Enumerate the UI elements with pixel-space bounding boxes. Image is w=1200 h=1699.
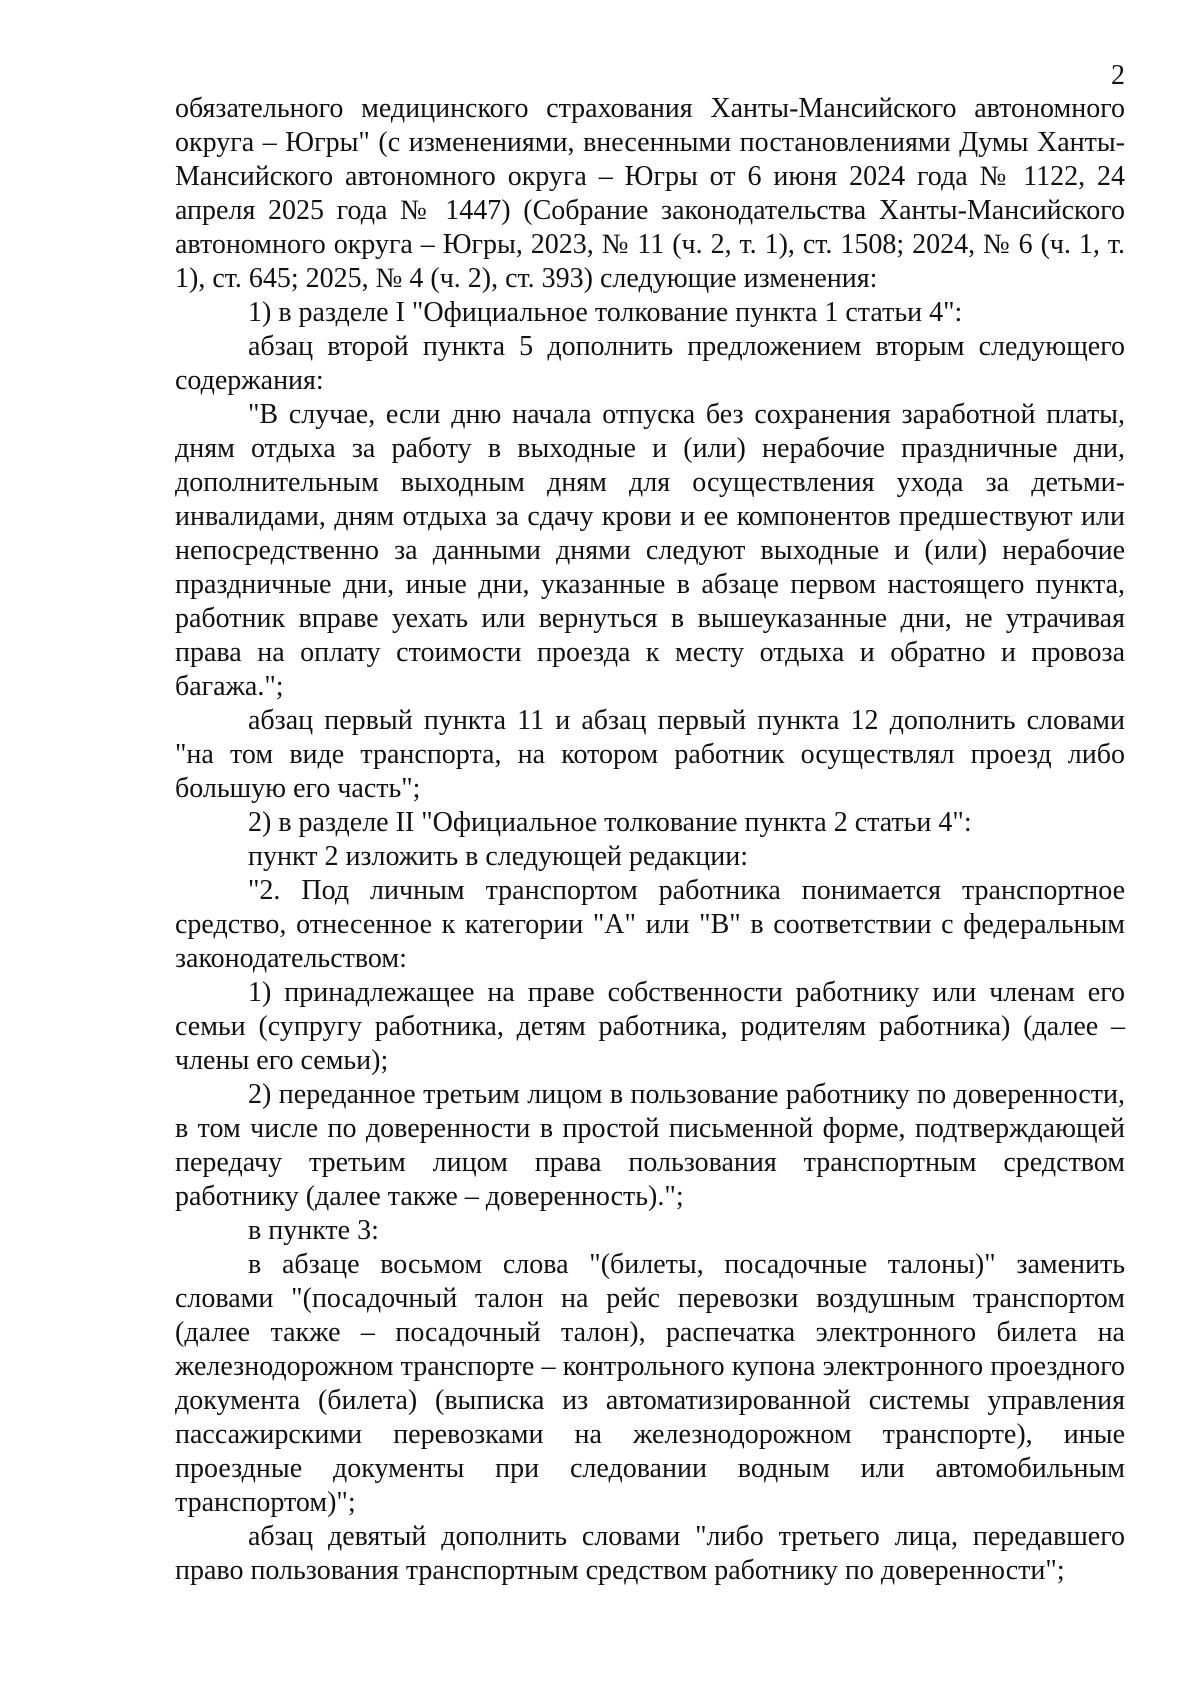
paragraph: абзац второй пункта 5 дополнить предложением вторым следующего содержания: xyxy=(175,331,1125,396)
paragraph: пункт 2 изложить в следующей редакции: xyxy=(248,841,748,872)
paragraph: в абзаце восьмом слова "(билеты, посадочные талоны)" заменить словами "(посадочный талон на рейс перевозки воздушным транспортом (далее также – посадочный талон), распечатка электронного билета на железнодорожном транспорте – контрольного купона электронного проездного документа (билета) (выписка из автоматизированной системы управления пассажирскими перевозками на железнодорожном транспорте), иные проездные документы при следовании водным или автомобильным транспортом)"; xyxy=(175,1249,1125,1518)
paragraph-section-2-heading: 2) в разделе II "Официальное толкование пункта 2 статьи 4": xyxy=(248,807,972,838)
paragraph: абзац первый пункта 11 и абзац первый пункта 12 дополнить словами "на том виде транспорта, на котором работник осуществлял проезд либо большую его часть"; xyxy=(175,705,1125,804)
paragraph-continuation: обязательного медицинского страхования Ханты-Мансийского автономного округа – Югры" (с изменениями, внесенными постановлениями Думы Ханты-Мансийского автономного округа – Югры от 6 июня 2024 года № 1122, 24 апреля 2025 года № 1447) (Собрание законодательства Ханты-Мансийского автономного округа – Югры, 2023, № 11 (ч. 2, т. 1), ст. 1508; 2024, № 6 (ч. 1, т. 1), ст. 645; 2025, № 4 (ч. 2), ст. 393) следующие изменения: xyxy=(175,93,1125,294)
paragraph: в пункте 3: xyxy=(248,1215,379,1246)
paragraph-section-1-heading: 1) в разделе I "Официальное толкование пункта 1 статьи 4": xyxy=(248,297,963,328)
paragraph-quote: "2. Под личным транспортом работника понимается транспортное средство, отнесенное к категории "A" или "B" в соответствии с федеральным законодательством: xyxy=(175,875,1125,974)
document-body xyxy=(175,92,1125,1588)
paragraph-quote: "В случае, если дню начала отпуска без сохранения заработной платы, дням отдыха за работу в выходные и (или) нерабочие праздничные дни, дополнительным выходным дням для осуществления ухода за детьми-инвалидами, дням отдыха за сдачу крови и ее компонентов предшествуют или непосредственно за данными днями следуют выходные и (или) нерабочие праздничные дни, иные дни, указанные в абзаце первом настоящего пункта, работник вправе уехать или вернуться в вышеуказанные дни, не утрачивая права на оплату стоимости проезда к месту отдыха и обратно и провоза багажа."; xyxy=(175,399,1125,702)
list-item: 1) принадлежащее на праве собственности работнику или членам его семьи (супругу работника, детям работника, родителям работника) (далее – члены его семьи); xyxy=(175,977,1125,1076)
paragraph: абзац девятый дополнить словами "либо третьего лица, передавшего право пользования транспортным средством работнику по доверенности"; xyxy=(175,1521,1125,1586)
list-item: 2) переданное третьим лицом в пользование работнику по доверенности, в том числе по доверенности в простой письменной форме, подтверждающей передачу третьим лицом права пользования транспортным средством работнику (далее также – доверенность)."; xyxy=(175,1079,1125,1212)
page-number: 2 xyxy=(1111,60,1125,91)
